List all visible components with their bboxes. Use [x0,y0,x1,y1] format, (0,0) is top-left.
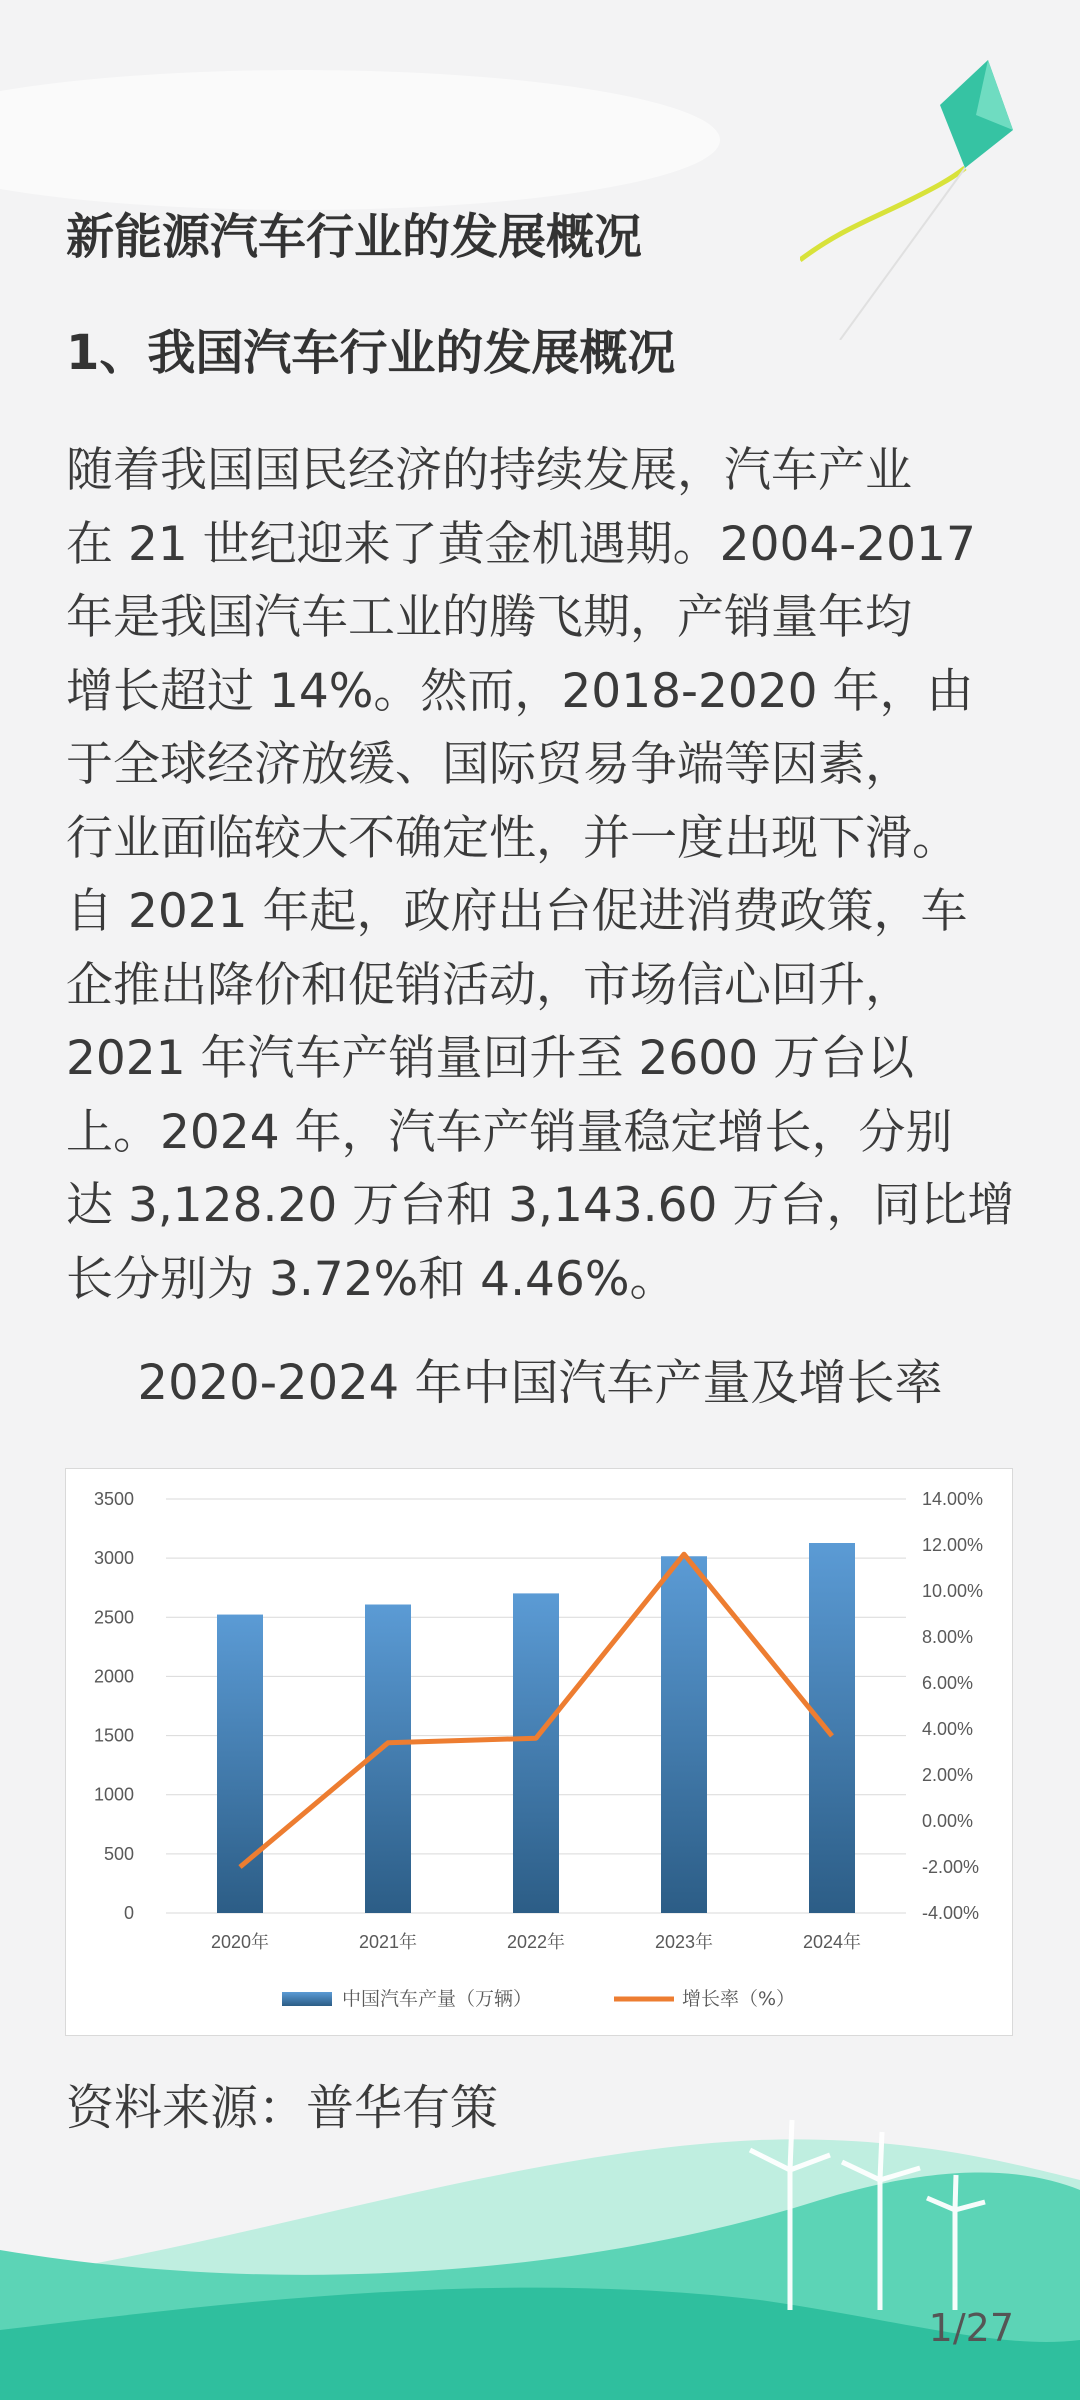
wind-turbines-icon [730,2110,990,2310]
paragraph-line: 长分别为 3.72%和 4.46%。 [66,1251,677,1307]
legend-bar-label: 中国汽车产量（万辆） [342,1988,533,2010]
paragraph-line: 行业面临较大不确定性，并一度出现下滑。 [66,810,959,866]
paragraph-line: 在 21 世纪迎来了黄金机遇期。2004-2017 [66,516,976,572]
paragraph-line: 达 3,128.20 万台和 3,143.60 万台，同比增 [66,1178,1015,1233]
y-left-tick-label: 3000 [93,1548,134,1569]
chart-container [65,1468,1013,2036]
page-heading: 新能源汽车行业的发展概况 [66,209,643,265]
y-right-tick-label: 8.00% [922,1627,974,1647]
combo-chart [66,1469,1012,2035]
bar [661,1556,707,1913]
x-tick-label: 2021年 [358,1932,418,1952]
x-tick-label: 2023年 [654,1932,714,1952]
y-right-tick-label: 12.00% [922,1535,984,1555]
x-tick-label: 2024年 [802,1932,862,1952]
source-note: 资料来源：普华有策 [66,2080,499,2136]
y-left-tick-label: 1500 [93,1725,134,1746]
paragraph-line: 上。2024 年，汽车产销量稳定增长，分别 [66,1104,953,1160]
x-tick-label: 2020年 [210,1932,270,1952]
kite-icon [800,60,1080,340]
y-right-tick-label: 4.00% [922,1719,974,1739]
paragraph-line: 增长超过 14%。然而，2018-2020 年，由 [66,663,974,719]
y-right-tick-label: -4.00% [922,1903,980,1923]
legend-bar-swatch [282,1992,332,2006]
y-right-tick-label: 14.00% [922,1489,984,1509]
body-paragraph [66,434,1026,1316]
y-right-tick-label: 0.00% [922,1811,974,1831]
page-indicator: 1/27 [928,2306,1014,2350]
bar [217,1615,263,1913]
section-heading: 1、我国汽车行业的发展概况 [66,325,676,381]
y-right-tick-label: 10.00% [922,1581,984,1601]
legend-line-label: 增长率（%） [682,1988,796,2010]
y-left-tick-label: 500 [103,1843,134,1864]
y-right-tick-label: -2.00% [922,1857,980,1877]
paragraph-line: 年是我国汽车工业的腾飞期，产销量年均 [66,590,912,645]
bar [809,1543,855,1913]
bar [513,1593,559,1913]
y-left-tick-label: 2000 [93,1666,134,1687]
y-left-tick-label: 0 [123,1903,134,1923]
chart-title: 2020-2024 年中国汽车产量及增长率 [137,1355,943,1411]
y-left-tick-label: 1000 [93,1784,134,1805]
paragraph-line: 2021 年汽车产销量回升至 2600 万台以 [66,1031,915,1086]
y-right-tick-label: 2.00% [922,1765,974,1785]
y-left-tick-label: 3500 [93,1489,134,1509]
y-left-tick-label: 2500 [93,1607,134,1628]
paragraph-line: 于全球经济放缓、国际贸易争端等因素， [66,737,912,792]
x-tick-label: 2022年 [506,1932,566,1952]
y-right-tick-label: 6.00% [922,1673,974,1693]
paragraph-line: 企推出降价和促销活动，市场信心回升， [66,957,912,1013]
paragraph-line: 自 2021 年起，政府出台促进消费政策，车 [66,884,968,939]
paragraph-line: 随着我国国民经济的持续发展，汽车产业 [66,443,912,498]
